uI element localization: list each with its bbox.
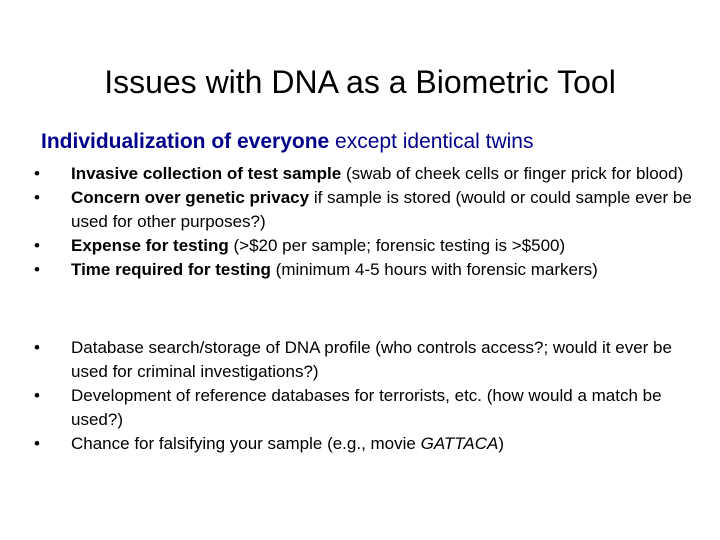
- item-text: Development of reference databases for terrorists, etc. (how would a match be used?): [71, 386, 662, 429]
- bullet-icon: •: [34, 386, 40, 405]
- item-bold: Invasive collection of test sample: [71, 164, 342, 183]
- bullet-icon: •: [34, 164, 40, 183]
- list-item: [30, 186, 700, 234]
- bullet-icon: •: [34, 434, 40, 453]
- item-text: (>$20 per sample; forensic testing is >$500): [228, 236, 566, 255]
- subtitle-bold: Individualization of everyone: [41, 130, 330, 153]
- bullet-icon: •: [34, 338, 40, 357]
- item-text: if sample is stored (would or could sample ever be used for other purposes?): [71, 188, 692, 231]
- movie-title: GATTACA: [420, 434, 499, 453]
- list-item: [30, 258, 700, 282]
- list-item: [30, 384, 700, 432]
- slide-subtitle: [41, 128, 534, 156]
- item-bold: Time required for testing: [71, 260, 271, 279]
- subtitle-rest: except identical twins: [329, 130, 534, 153]
- bullet-icon: •: [34, 236, 40, 255]
- item-text: Chance for falsifying your sample (e.g., movie: [71, 434, 421, 453]
- item-tail: ): [498, 434, 505, 453]
- list-item: [30, 162, 700, 186]
- bullet-icon: •: [34, 188, 40, 207]
- item-text: (swab of cheek cells or finger prick for blood): [341, 164, 684, 183]
- item-text: (minimum 4-5 hours with forensic markers): [270, 260, 598, 279]
- item-bold: Concern over genetic privacy: [71, 188, 310, 207]
- list-item: [30, 432, 700, 456]
- database-issues-list: [30, 336, 700, 456]
- bullet-icon: •: [34, 260, 40, 279]
- item-bold: Expense for testing: [71, 236, 229, 255]
- item-text: Database search/storage of DNA profile (who controls access?; would it ever be used for criminal investigations?): [71, 338, 672, 381]
- slide-title: Issues with DNA as a Biometric Tool: [104, 64, 616, 100]
- list-item: [30, 336, 700, 384]
- list-item: [30, 234, 700, 258]
- concerns-list: [30, 162, 700, 282]
